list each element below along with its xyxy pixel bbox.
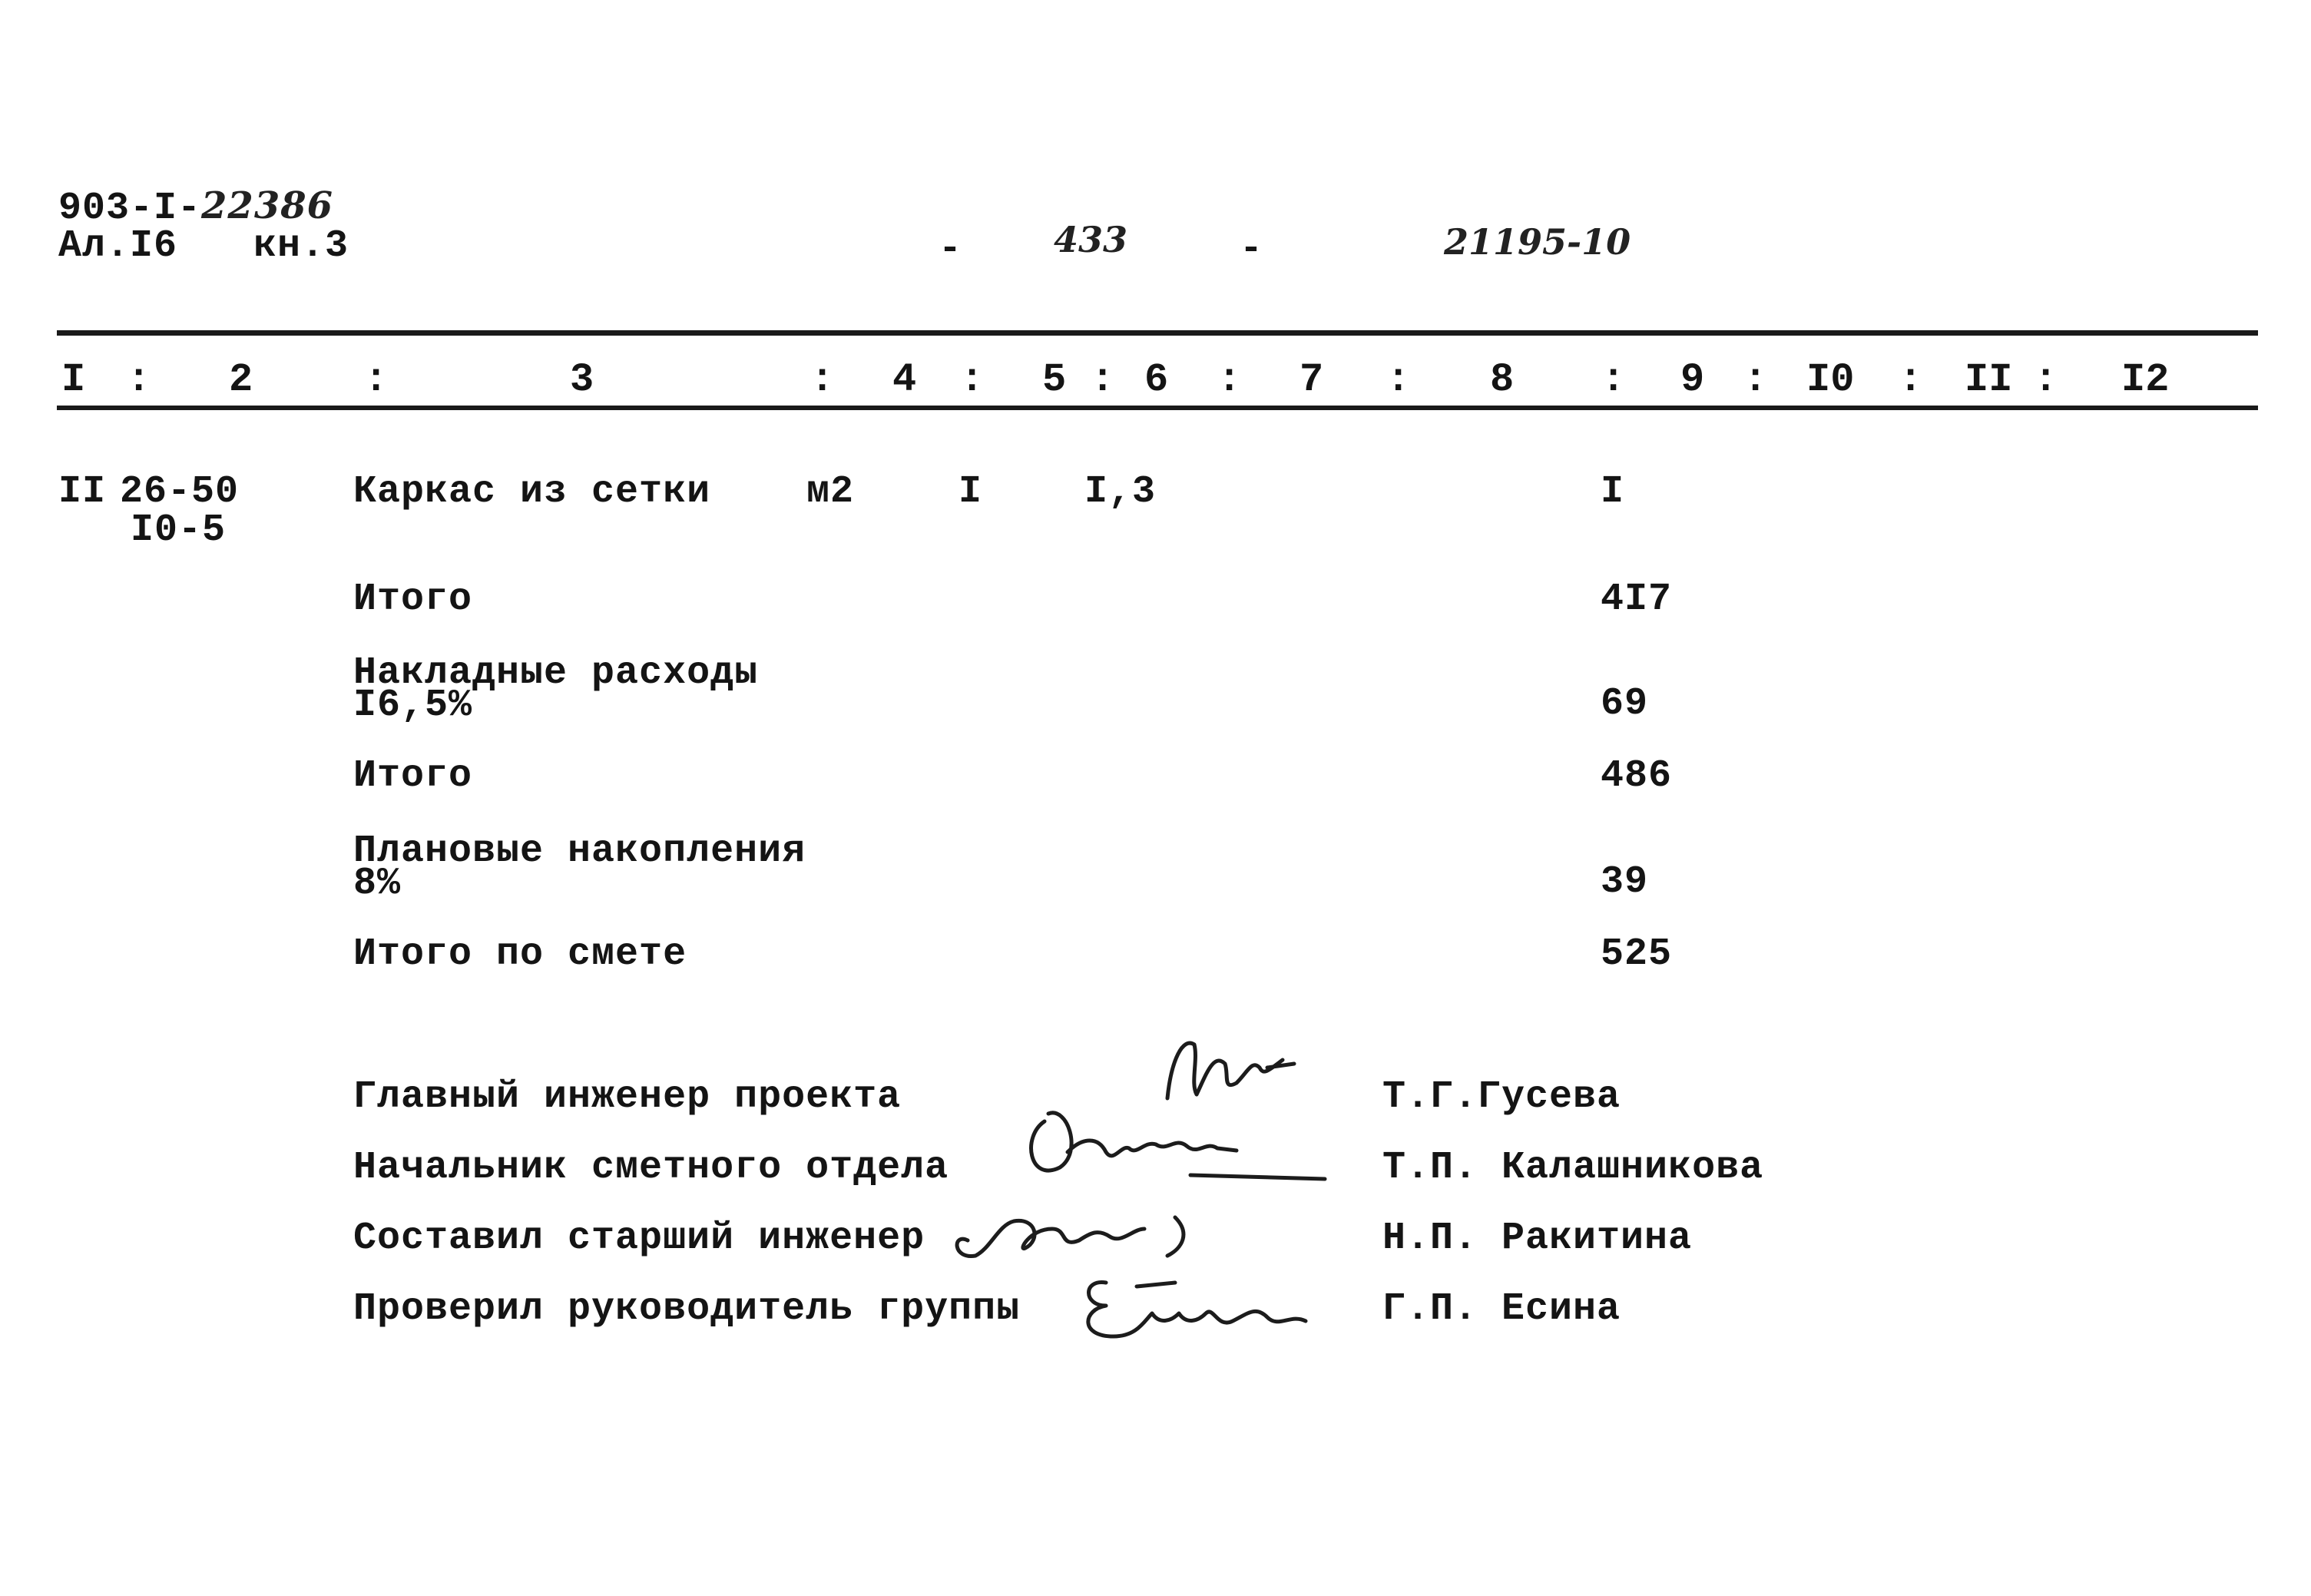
item-total: 69	[1601, 682, 1649, 726]
item-name: Итого	[353, 754, 473, 798]
item-total: 39	[1601, 860, 1649, 904]
signatory-role: Начальник сметного отдела	[353, 1146, 949, 1190]
page-number: 433	[1054, 219, 1128, 260]
column-number: 2	[229, 357, 253, 402]
item-name: Каркас из сетки	[353, 470, 711, 514]
table-bottom-rule	[57, 406, 2258, 410]
column-separator: :	[364, 357, 389, 402]
column-separator: :	[2034, 357, 2058, 402]
signatory-name: Т.П. Калашникова	[1382, 1146, 1764, 1190]
item-name: Итого по смете	[353, 932, 687, 976]
column-separator: :	[127, 357, 151, 402]
book-label: кн.3	[253, 224, 349, 268]
doc-code-handwritten: 22386	[201, 184, 334, 227]
item-rate: I,3	[1084, 470, 1157, 514]
column-separator: :	[1217, 357, 1242, 402]
item-name: Накладные расходы	[353, 651, 759, 695]
column-separator: :	[1386, 357, 1411, 402]
registration-number: 21195-10	[1444, 221, 1631, 263]
item-name-sub: I6,5%	[353, 684, 473, 727]
column-number: II	[1965, 357, 2013, 402]
dash-right: -	[1240, 227, 1264, 271]
column-separator: :	[1601, 357, 1626, 402]
album-label: Ал.I6	[58, 224, 178, 268]
item-name-sub: 8%	[353, 862, 402, 906]
column-number: 9	[1680, 357, 1705, 402]
column-number: I2	[2121, 357, 2170, 402]
signatory-role: Проверил руководитель группы	[353, 1287, 1021, 1331]
doc-code	[58, 184, 333, 230]
column-separator: :	[1899, 357, 1923, 402]
table-top-rule	[57, 330, 2258, 336]
row-number: II	[58, 470, 107, 514]
handwritten-signature-senior-engineer	[945, 1187, 1206, 1271]
item-total: 4I7	[1601, 578, 1673, 621]
column-number: 8	[1490, 357, 1515, 402]
item-total: I	[1601, 470, 1625, 514]
column-number: 6	[1144, 357, 1169, 402]
column-number: 7	[1300, 357, 1324, 402]
signatory-role: Главный инженер проекта	[353, 1075, 902, 1119]
column-number: I	[61, 357, 86, 402]
signatory-role: Составил старший инженер	[353, 1217, 925, 1260]
column-separator: :	[960, 357, 985, 402]
column-separator: :	[810, 357, 835, 402]
signatory-name: Н.П. Ракитина	[1382, 1217, 1693, 1260]
signatory-name: Т.Г.Гусева	[1382, 1075, 1621, 1119]
dash-left: -	[939, 227, 963, 271]
item-total: 486	[1601, 754, 1673, 798]
item-name: Плановые накопления	[353, 829, 806, 873]
column-number: 3	[570, 357, 594, 402]
rate-code: 26-50	[120, 470, 240, 514]
item-name: Итого	[353, 578, 473, 621]
item-quantity: I	[959, 470, 983, 514]
rate-code-sub: I0-5	[131, 508, 227, 552]
handwritten-signature-estimating-head	[1014, 1091, 1336, 1190]
column-number: 5	[1042, 357, 1067, 402]
column-separator: :	[1091, 357, 1115, 402]
column-number: 4	[892, 357, 917, 402]
column-separator: :	[1743, 357, 1768, 402]
column-number: I0	[1806, 357, 1855, 402]
item-unit: м2	[806, 470, 855, 514]
doc-code-printed: 903-I-	[58, 187, 202, 230]
signatory-name: Г.П. Есина	[1382, 1287, 1621, 1331]
handwritten-signature-group-leader	[1068, 1260, 1313, 1352]
item-total: 525	[1601, 932, 1673, 976]
